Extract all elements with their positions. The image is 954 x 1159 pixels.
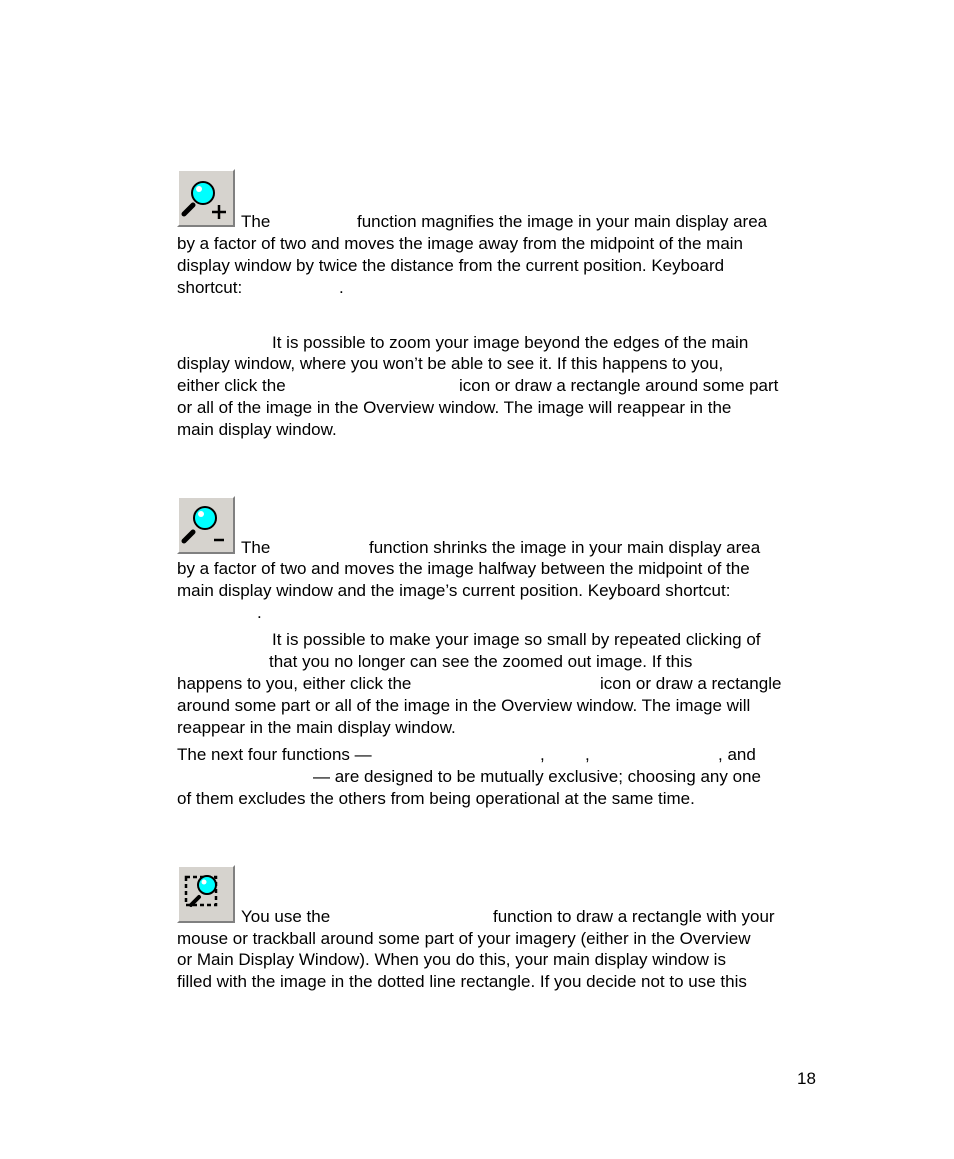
zoom-in-note-line-3a: either click the bbox=[177, 376, 286, 395]
page-number: 18 bbox=[797, 1069, 816, 1088]
zoom-rect-line-3: or Main Display Window). When you do this, your main display window is bbox=[177, 950, 726, 969]
zoom-in-line-4b: . bbox=[339, 278, 344, 297]
zoom-out-icon bbox=[177, 496, 235, 554]
zoom-in-note-line-3b: icon or draw a rectangle around some part bbox=[459, 376, 779, 395]
zoom-out-note-line-3a: happens to you, either click the bbox=[177, 674, 412, 693]
zoom-in-note-line-4: or all of the image in the Overview window. The image will reappear in the bbox=[177, 398, 732, 417]
zoom-out-note-line-2: that you no longer can see the zoomed out image. If this bbox=[269, 652, 693, 671]
next-four-line-3: of them excludes the others from being operational at the same time. bbox=[177, 789, 695, 808]
zoom-in-line-4a: shortcut: bbox=[177, 278, 243, 297]
zoom-out-line-1b: function shrinks the image in your main display area bbox=[369, 538, 761, 557]
zoom-in-line-3: display window by twice the distance from the current position. Keyboard bbox=[177, 256, 725, 275]
zoom-out-line-1a: The bbox=[241, 538, 271, 557]
zoom-out-note-line-1: It is possible to make your image so small by repeated clicking of bbox=[272, 630, 761, 649]
next-four-line-1d: , and bbox=[718, 745, 756, 764]
zoom-out-note-line-5: reappear in the main display window. bbox=[177, 718, 456, 737]
zoom-in-note-line-2: display window, where you won’t be able to see it. If this happens to you, bbox=[177, 354, 724, 373]
zoom-rectangle-icon bbox=[177, 865, 235, 923]
zoom-in-note-line-5: main display window. bbox=[177, 420, 337, 439]
zoom-out-line-2: by a factor of two and moves the image halfway between the midpoint of the bbox=[177, 559, 750, 578]
zoom-rect-line-2: mouse or trackball around some part of your imagery (either in the Overview bbox=[177, 929, 751, 948]
zoom-in-line-2: by a factor of two and moves the image away from the midpoint of the main bbox=[177, 234, 744, 253]
zoom-in-line-1b: function magnifies the image in your main display area bbox=[357, 212, 768, 231]
zoom-out-note-line-4: around some part or all of the image in the Overview window. The image will bbox=[177, 696, 751, 715]
zoom-out-line-3: main display window and the image’s current position. Keyboard shortcut: bbox=[177, 581, 731, 600]
zoom-in-note-line-1: It is possible to zoom your image beyond the edges of the main bbox=[272, 333, 749, 352]
next-four-line-2: — are designed to be mutually exclusive; choosing any one bbox=[313, 767, 761, 786]
next-four-line-1c: , bbox=[585, 745, 590, 764]
zoom-rect-line-1b: function to draw a rectangle with your bbox=[493, 907, 775, 926]
zoom-out-note-line-3b: icon or draw a rectangle bbox=[600, 674, 782, 693]
zoom-rect-line-4: filled with the image in the dotted line rectangle. If you decide not to use this bbox=[177, 972, 747, 991]
zoom-in-icon bbox=[177, 169, 235, 227]
next-four-line-1b: , bbox=[540, 745, 545, 764]
zoom-rect-line-1a: You use the bbox=[241, 907, 331, 926]
next-four-line-1a: The next four functions — bbox=[177, 745, 372, 764]
zoom-out-line-4: . bbox=[257, 603, 262, 622]
zoom-in-line-1a: The bbox=[241, 212, 271, 231]
